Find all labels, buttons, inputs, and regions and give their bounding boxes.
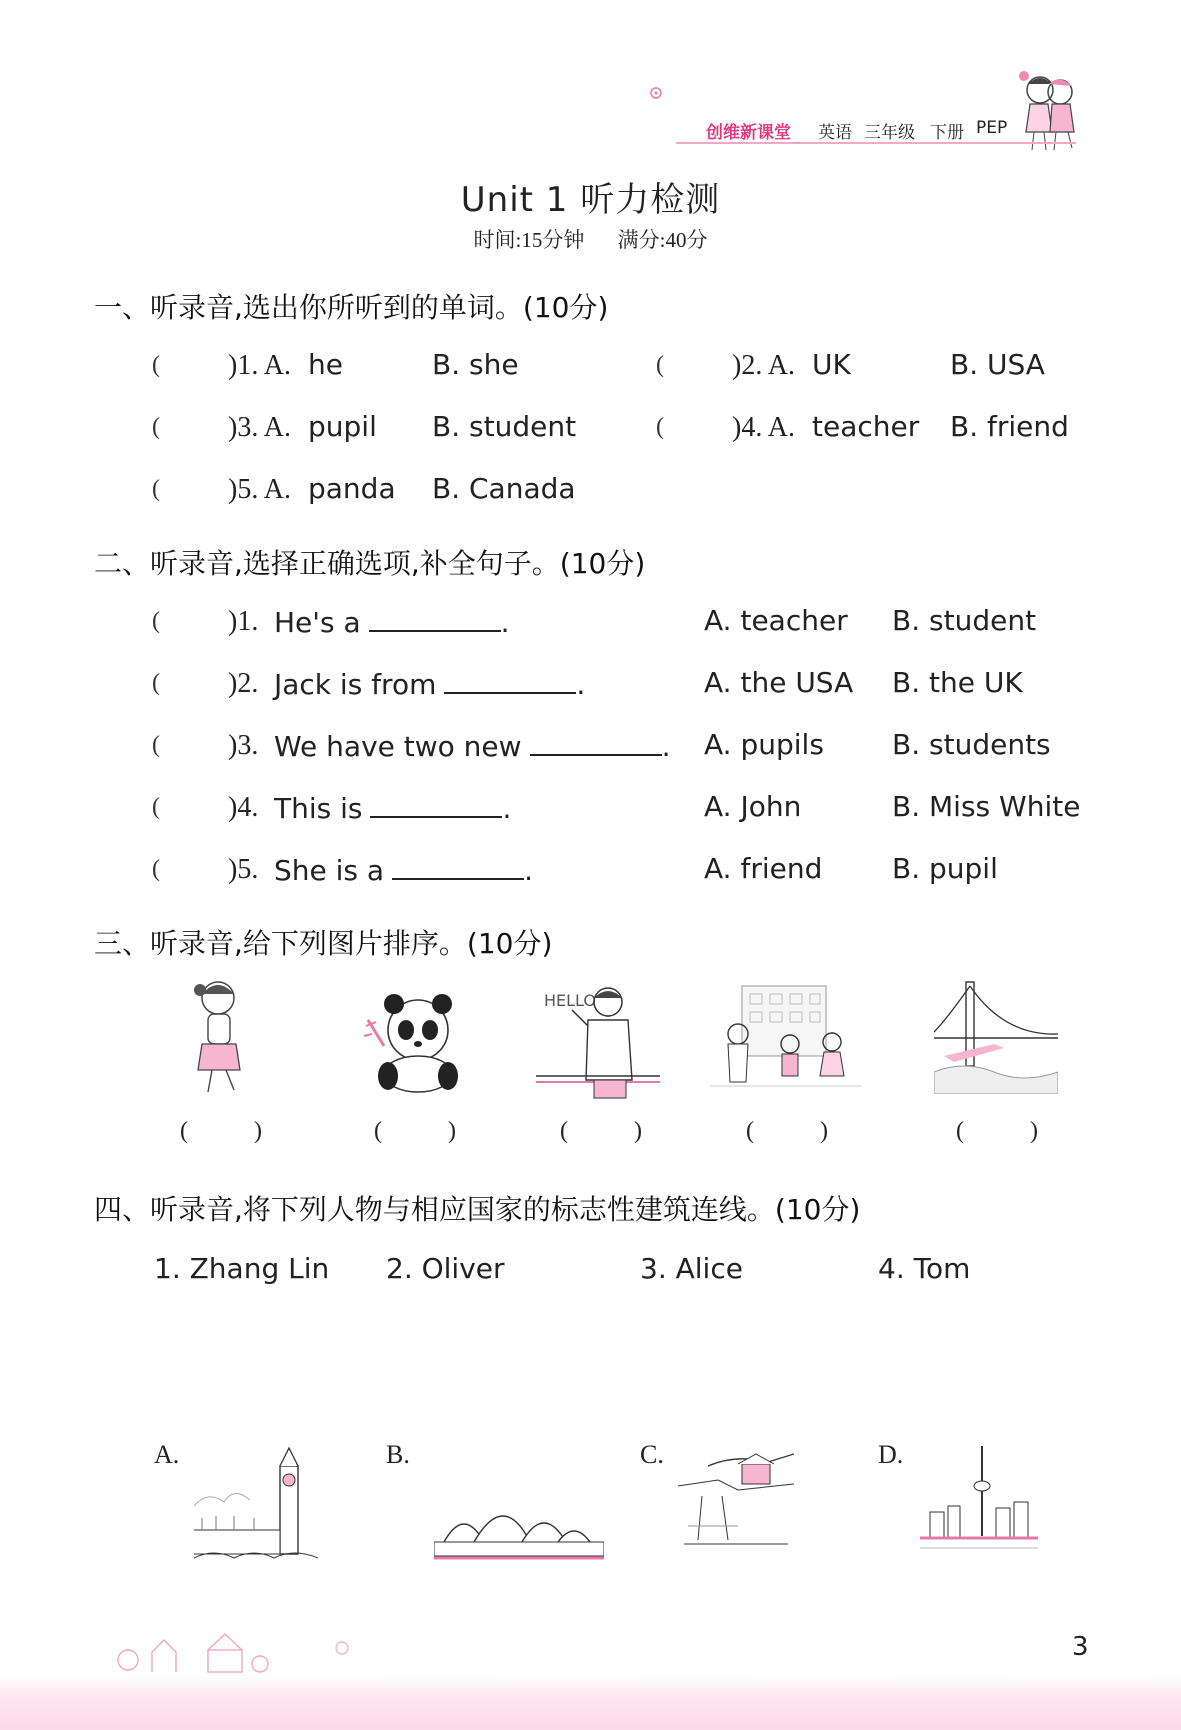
sentence-text: She is a (274, 854, 385, 887)
answer-blank[interactable] (444, 666, 576, 694)
sentence-text: He's a (274, 606, 361, 639)
option-b: B. Miss White (892, 790, 1081, 823)
sentence-item (274, 604, 510, 639)
big-ben-picture[interactable] (194, 1446, 318, 1570)
item-number: )1. A. (228, 350, 291, 381)
landmark-letter: A. (154, 1440, 180, 1469)
item-number: )2. A. (732, 350, 795, 381)
person-name[interactable]: 1. Zhang Lin (154, 1252, 330, 1285)
answer-paren-open: ( (656, 414, 664, 440)
option-a: A. John (704, 790, 802, 823)
edition-label: PEP (976, 118, 1008, 138)
footer-houses-icon (112, 1620, 372, 1678)
option-b: B. the UK (892, 666, 1023, 699)
brand-name: 创维新课堂 (706, 123, 791, 143)
answer-paren-open: ( (374, 1118, 382, 1144)
sentence-item (274, 666, 585, 701)
sentence-item (274, 790, 511, 825)
footer-band (0, 1676, 1181, 1730)
answer-paren-close: ) (448, 1118, 456, 1144)
sentence-period: . (661, 730, 671, 763)
option-a: A. teacher (704, 604, 848, 637)
option-b: B. Canada (432, 472, 576, 505)
item-number: )1. (228, 606, 259, 637)
person-name[interactable]: 3. Alice (640, 1252, 743, 1285)
time-limit: 时间:15分钟 (473, 228, 585, 252)
section-3-heading: 三、听录音,给下列图片排序。(10分) (94, 927, 553, 960)
landmark-letter: B. (386, 1440, 410, 1469)
option-a: panda (308, 472, 396, 505)
option-b: B. USA (950, 348, 1045, 381)
hello-text: HELLO (544, 991, 596, 1010)
answer-blank[interactable] (369, 604, 501, 632)
option-b: B. friend (950, 410, 1069, 443)
section-2-heading: 二、听录音,选择正确选项,补全句子。(10分) (94, 547, 646, 580)
page-title: Unit 1 听力检测 (460, 180, 721, 220)
sentence-item (274, 728, 670, 763)
answer-paren-open: ( (560, 1118, 568, 1144)
volume-label: 下册 (930, 123, 964, 143)
bridge-picture (934, 976, 1058, 1094)
answer-paren-close: ) (1030, 1118, 1038, 1144)
answer-blank[interactable] (392, 852, 524, 880)
item-number: )4. (228, 792, 259, 823)
answer-paren-close: ) (254, 1118, 262, 1144)
option-a: pupil (308, 410, 377, 443)
answer-paren-open: ( (152, 856, 160, 882)
answer-paren-open: ( (152, 476, 160, 502)
answer-paren-open: ( (746, 1118, 754, 1144)
item-number: )3. (228, 730, 259, 761)
answer-paren-open: ( (152, 608, 160, 634)
section-1-heading: 一、听录音,选出你所听到的单词。(10分) (94, 291, 609, 324)
option-b: B. student (432, 410, 577, 443)
section-4-heading: 四、听录音,将下列人物与相应国家的标志性建筑连线。(10分) (94, 1193, 861, 1226)
test-meta (0, 224, 1181, 254)
sentence-text: This is (274, 792, 363, 825)
opera-house-picture[interactable] (434, 1486, 604, 1562)
sentence-period: . (524, 854, 533, 887)
option-a: teacher (812, 410, 920, 443)
answer-paren-open: ( (956, 1118, 964, 1144)
page-number: 3 (1072, 1632, 1089, 1662)
sentence-text: Jack is from (274, 668, 437, 701)
option-b: B. she (432, 348, 519, 381)
option-b: B. student (892, 604, 1037, 637)
sentence-text: We have two new (274, 730, 522, 763)
pupils-picture (710, 982, 862, 1096)
answer-blank[interactable] (370, 790, 502, 818)
person-name[interactable]: 2. Oliver (386, 1252, 505, 1285)
answer-paren-open: ( (152, 352, 160, 378)
sentence-period: . (576, 668, 586, 701)
option-a: UK (812, 348, 851, 381)
landmark-letter: C. (640, 1440, 664, 1469)
answer-paren-open: ( (656, 352, 664, 378)
option-a: he (308, 348, 343, 381)
item-number: )2. (228, 668, 259, 699)
answer-paren-open: ( (152, 670, 160, 696)
sentence-period: . (502, 792, 512, 825)
answer-paren-open: ( (152, 794, 160, 820)
landmark-letter: D. (878, 1440, 904, 1469)
answer-blank[interactable] (530, 728, 662, 756)
teacher-picture (536, 980, 660, 1100)
grade-label: 三年级 (864, 123, 915, 143)
person-name[interactable]: 4. Tom (878, 1252, 971, 1285)
full-score: 满分:40分 (617, 228, 708, 252)
item-number: )3. A. (228, 412, 291, 443)
answer-paren-close: ) (820, 1118, 828, 1144)
option-b: B. pupil (892, 852, 998, 885)
answer-paren-open: ( (180, 1118, 188, 1144)
option-a: A. pupils (704, 728, 824, 761)
subject-label: 英语 (818, 123, 852, 143)
answer-paren-open: ( (152, 414, 160, 440)
panda-picture (362, 990, 470, 1094)
tower-skyline-picture[interactable] (920, 1446, 1038, 1558)
item-number: )5. A. (228, 474, 291, 505)
sentence-period: . (500, 606, 510, 639)
option-a: A. friend (704, 852, 823, 885)
answer-paren-open: ( (152, 732, 160, 758)
chinese-landmark-picture[interactable] (678, 1446, 794, 1550)
option-a: A. the USA (704, 666, 854, 699)
girl-picture (180, 976, 260, 1100)
answer-paren-close: ) (634, 1118, 642, 1144)
item-number: )5. (228, 854, 259, 885)
girls-illustration-icon (1019, 71, 1074, 150)
option-b: B. students (892, 728, 1051, 761)
sentence-item (274, 852, 533, 887)
item-number: )4. A. (732, 412, 795, 443)
